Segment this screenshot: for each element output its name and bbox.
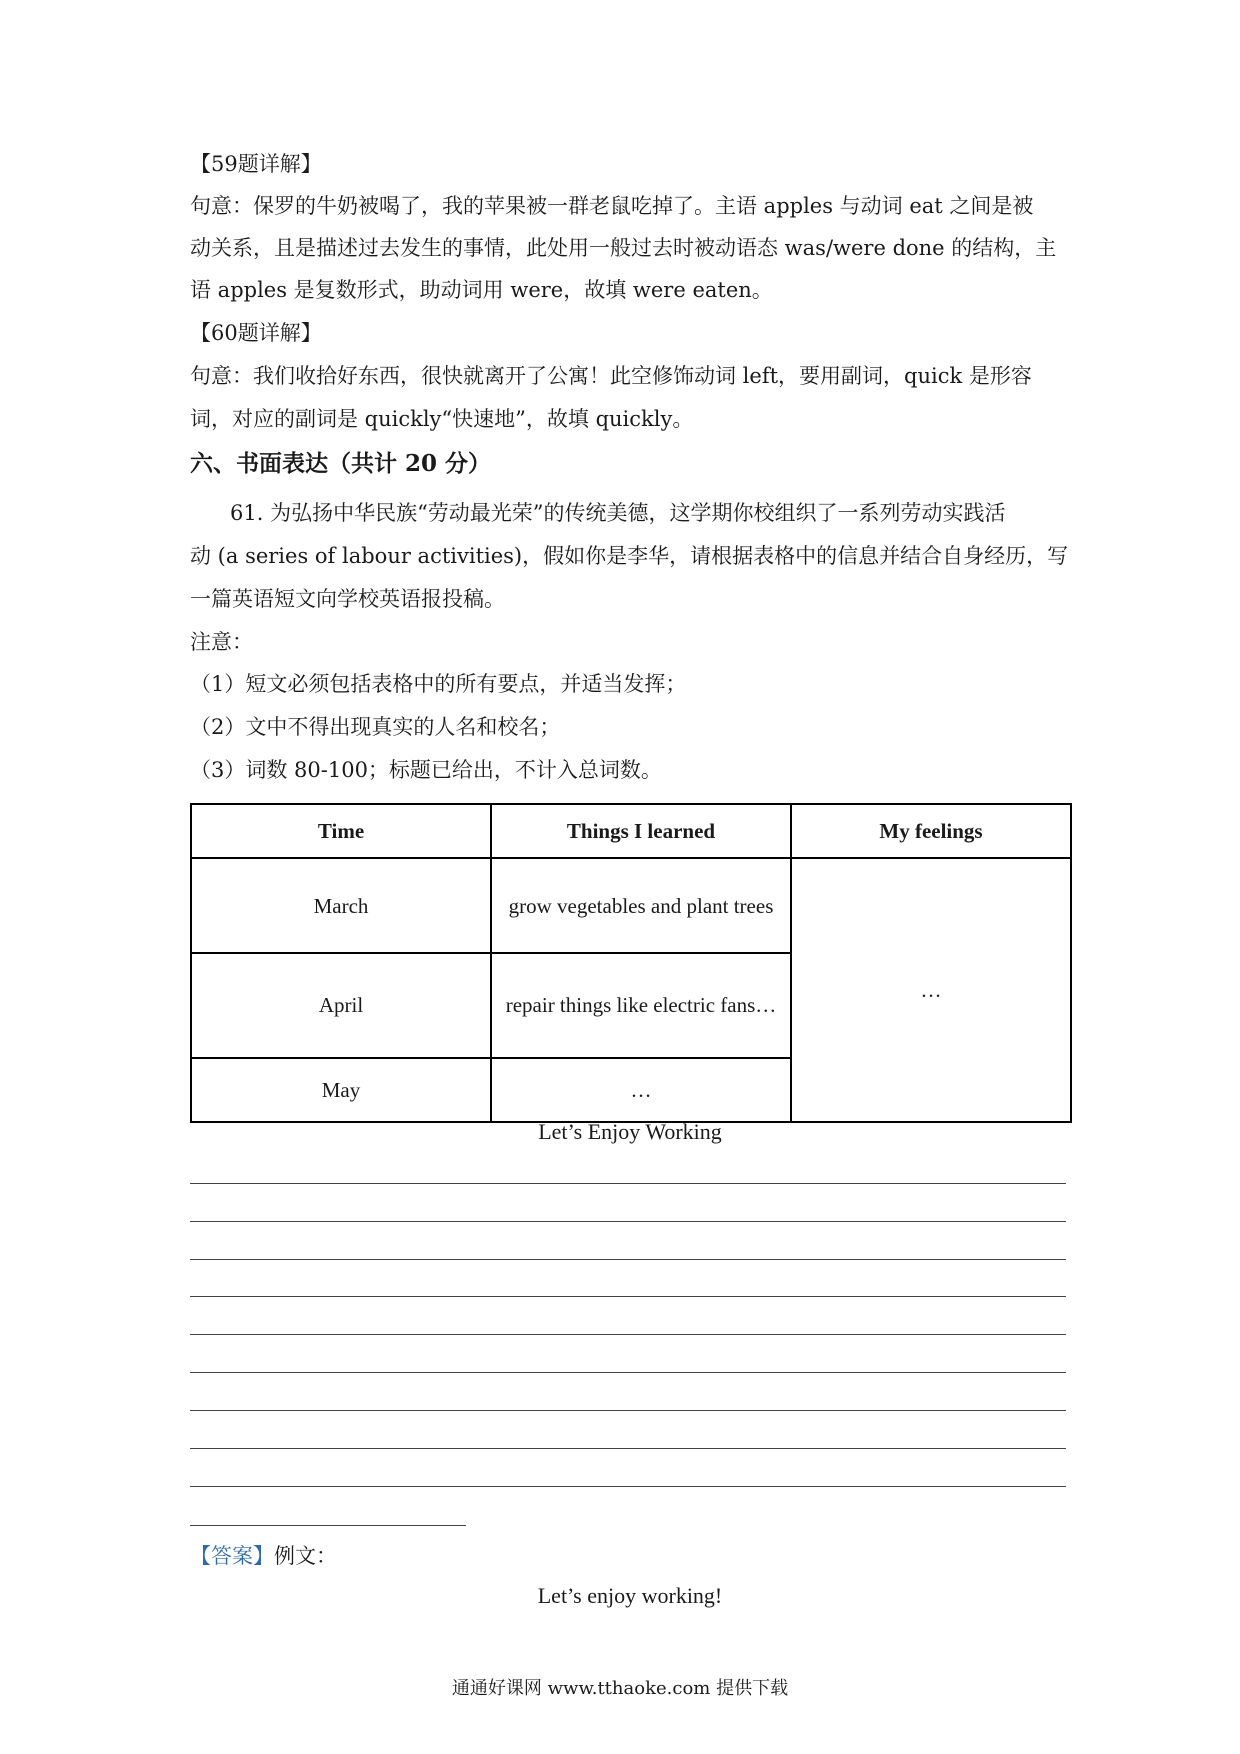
- things-cell: grow vegetables and plant trees: [491, 858, 791, 953]
- writing-line: [190, 1183, 1066, 1184]
- writing-line: [190, 1372, 1066, 1373]
- essay-title: Let’s Enjoy Working: [538, 1119, 722, 1144]
- time-cell: May: [191, 1058, 491, 1122]
- q60-line-1: 句意：我们收拾好东西，很快就离开了公寓！此空修饰动词 left，要用副词，quick 是形容: [190, 364, 1032, 388]
- q59-line-2: 动关系，且是描述过去发生的事情，此处用一般过去时被动语态 was/were done 的结构，主: [190, 236, 1057, 260]
- q61-line-1: 61. 为弘扬中华民族“劳动最光荣”的传统美德，这学期你校组织了一系列劳动实践活: [230, 501, 1006, 525]
- writing-line: [190, 1259, 1066, 1260]
- writing-line: [190, 1486, 1066, 1487]
- q59-line-1: 句意：保罗的牛奶被喝了，我的苹果被一群老鼠吃掉了。主语 apples 与动词 eat 之间是被: [190, 194, 1034, 218]
- table-row: [191, 858, 1071, 953]
- things-cell: …: [491, 1058, 791, 1122]
- section-heading: 六、书面表达（共计 20 分）: [190, 450, 492, 477]
- q61-line-2: 动 (a series of labour activities)，假如你是李华，请根据表格中的信息并结合自身经历，写: [190, 544, 1069, 568]
- sample-essay-title: Let’s enjoy working!: [537, 1583, 723, 1608]
- separator-line: [190, 1525, 466, 1526]
- note-2: （2）文中不得出现真实的人名和校名；: [190, 715, 561, 739]
- note-label: 注意：: [190, 630, 253, 654]
- note-3: （3）词数 80-100；标题已给出，不计入总词数。: [190, 758, 662, 782]
- feelings-cell: …: [791, 858, 1071, 1122]
- note-1: （1）短文必须包括表格中的所有要点，并适当发挥；: [190, 672, 687, 696]
- time-cell: April: [191, 953, 491, 1058]
- header-my-feelings: My feelings: [791, 804, 1071, 858]
- writing-line: [190, 1448, 1066, 1449]
- time-cell: March: [191, 858, 491, 953]
- q61-line-3: 一篇英语短文向学校英语报投稿。: [190, 587, 505, 611]
- q60-title: 【60题详解】: [190, 321, 322, 345]
- table-header-row: [191, 804, 1071, 858]
- q59-line-3: 语 apples 是复数形式，助动词用 were，故填 were eaten。: [190, 278, 773, 302]
- q60-line-2: 词，对应的副词是 quickly“快速地”，故填 quickly。: [190, 407, 694, 431]
- header-time: Time: [191, 804, 491, 858]
- answer-line: [190, 1543, 1070, 1569]
- things-cell: repair things like electric fans…: [491, 953, 791, 1058]
- writing-line: [190, 1410, 1066, 1411]
- writing-line: [190, 1296, 1066, 1297]
- writing-line: [190, 1221, 1066, 1222]
- activity-table: [190, 803, 1072, 1123]
- page-footer: 通通好课网 www.tthaoke.com 提供下载: [451, 1678, 789, 1699]
- q59-title: 【59题详解】: [190, 152, 322, 176]
- header-things-learned: Things I learned: [491, 804, 791, 858]
- answer-tag: 【答案】: [190, 1544, 274, 1568]
- answer-label: 例文：: [274, 1544, 337, 1568]
- writing-line: [190, 1334, 1066, 1335]
